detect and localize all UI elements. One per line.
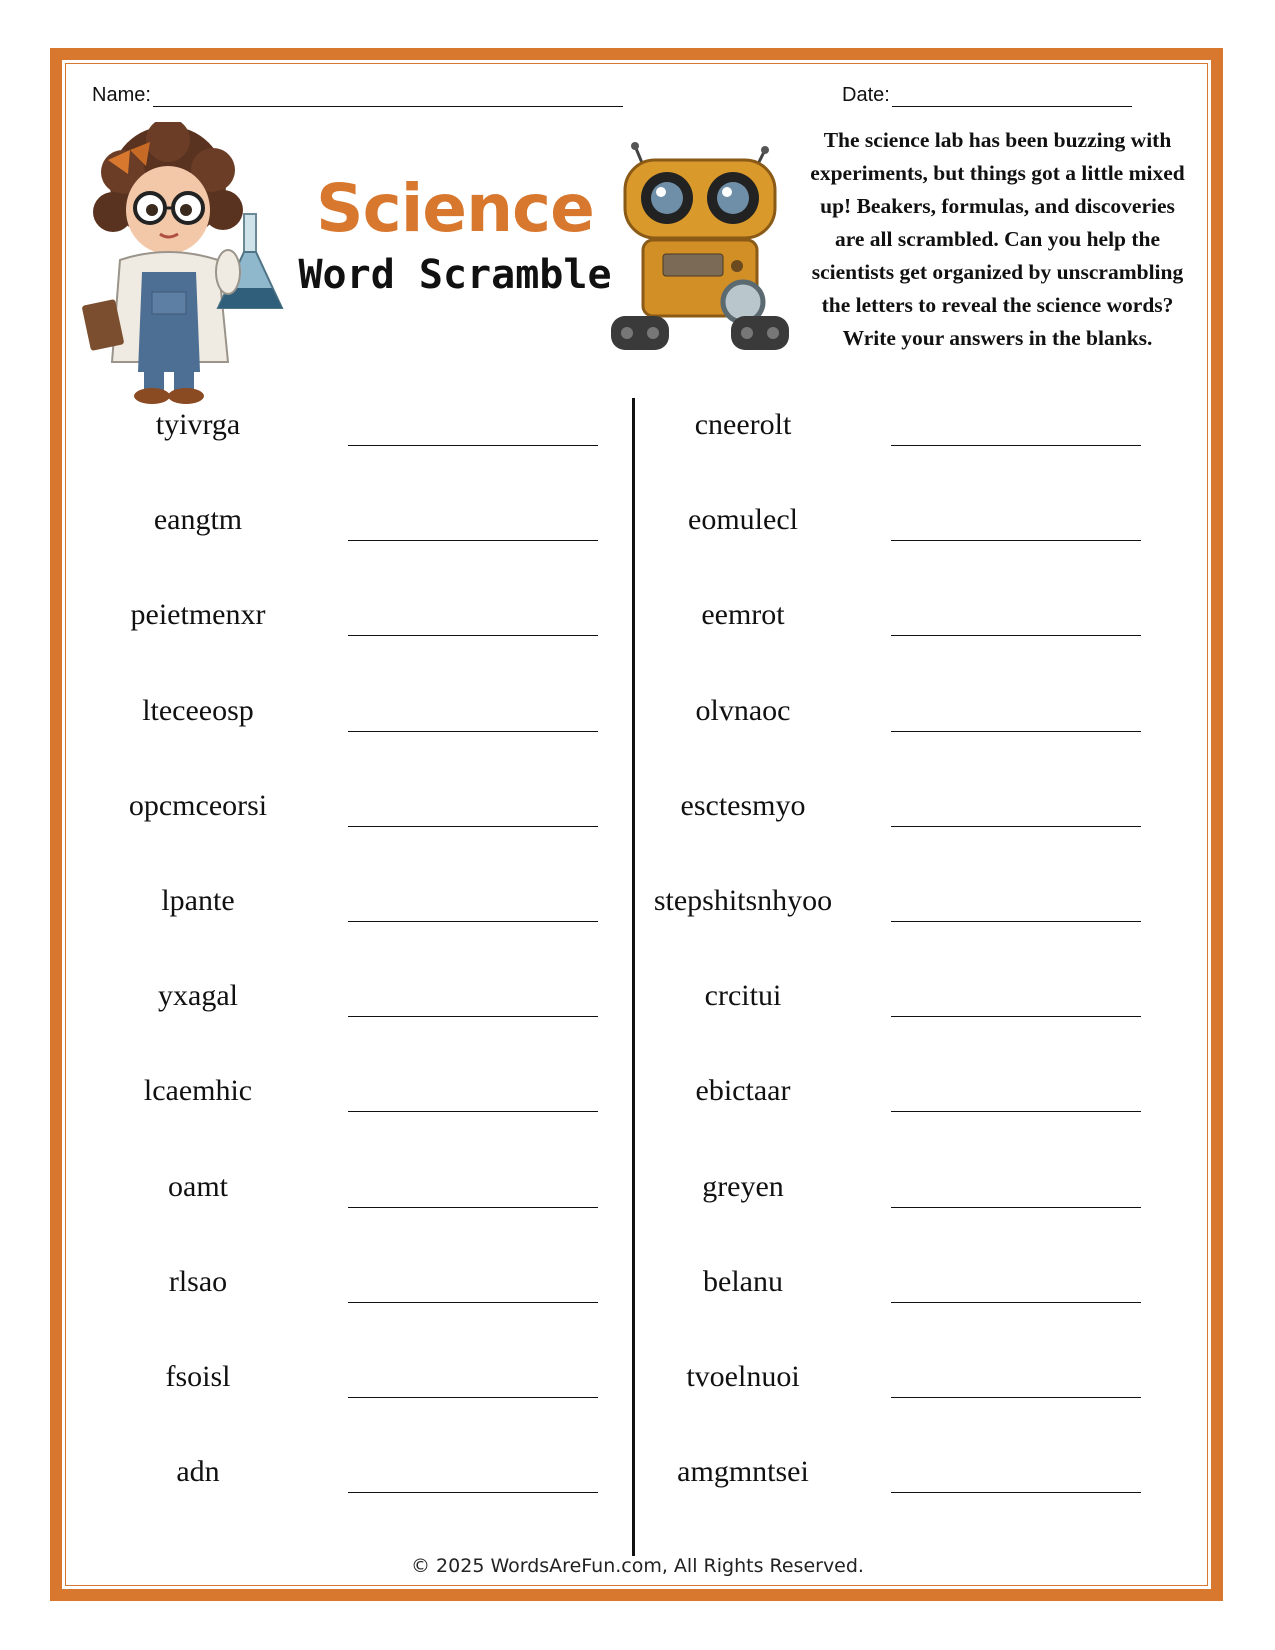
scrambled-word: lteceeosp bbox=[142, 693, 254, 727]
date-field[interactable] bbox=[842, 84, 1132, 107]
scrambled-word: amgmntsei bbox=[677, 1455, 809, 1489]
answer-blank[interactable] bbox=[891, 921, 1141, 922]
answer-blank[interactable] bbox=[891, 1492, 1141, 1493]
answer-blank[interactable] bbox=[348, 1016, 598, 1017]
answer-blank[interactable] bbox=[891, 540, 1141, 541]
answer-blank[interactable] bbox=[891, 635, 1141, 636]
answer-blank[interactable] bbox=[348, 540, 598, 541]
scrambled-word: belanu bbox=[703, 1264, 783, 1298]
answer-blank[interactable] bbox=[348, 1492, 598, 1493]
scrambled-word: crcitui bbox=[704, 979, 782, 1013]
scrambled-word: eemrot bbox=[701, 598, 785, 632]
name-label: Name: bbox=[92, 84, 151, 106]
scrambled-word: oamt bbox=[168, 1169, 228, 1203]
answer-blank[interactable] bbox=[891, 445, 1141, 446]
answer-blank[interactable] bbox=[348, 826, 598, 827]
answer-blank[interactable] bbox=[348, 445, 598, 446]
scrambled-word: tvoelnuoi bbox=[686, 1360, 800, 1393]
scrambled-word: olvnaoc bbox=[695, 693, 791, 727]
answer-blank[interactable] bbox=[348, 635, 598, 636]
answer-blank[interactable] bbox=[891, 1302, 1141, 1303]
name-blank[interactable] bbox=[153, 86, 623, 107]
title-science: Science bbox=[316, 170, 594, 247]
scrambled-word: peietmenxr bbox=[130, 598, 266, 632]
scrambled-word: rlsao bbox=[168, 1264, 228, 1298]
answer-blank[interactable] bbox=[891, 731, 1141, 732]
scrambled-word: stepshitsnhyoo bbox=[653, 884, 833, 917]
date-blank[interactable] bbox=[892, 86, 1132, 107]
scrambled-word: opcmceorsi bbox=[128, 788, 268, 822]
robot-illustration bbox=[605, 140, 795, 360]
answer-blank[interactable] bbox=[348, 1207, 598, 1208]
column-divider bbox=[632, 398, 635, 1556]
scrambled-word: eangtm bbox=[153, 503, 243, 537]
answer-blank[interactable] bbox=[348, 1302, 598, 1303]
name-field[interactable] bbox=[92, 84, 623, 107]
title-word-scramble: Word Scramble bbox=[298, 252, 612, 298]
scrambled-word: esctesmyo bbox=[680, 788, 806, 822]
answer-blank[interactable] bbox=[891, 1207, 1141, 1208]
answer-blank[interactable] bbox=[891, 1111, 1141, 1112]
answer-blank[interactable] bbox=[891, 1016, 1141, 1017]
scrambled-word: fsoisl bbox=[165, 1360, 231, 1393]
scrambled-word: lcaemhic bbox=[143, 1074, 253, 1108]
answer-blank[interactable] bbox=[348, 1111, 598, 1112]
answer-blank[interactable] bbox=[348, 921, 598, 922]
answer-blank[interactable] bbox=[891, 1397, 1141, 1398]
scrambled-word: adn bbox=[176, 1455, 220, 1489]
scrambled-word: cneerolt bbox=[694, 408, 792, 441]
answer-blank[interactable] bbox=[891, 826, 1141, 827]
answer-blank[interactable] bbox=[348, 1397, 598, 1398]
date-label: Date: bbox=[842, 84, 890, 106]
instructions-text: The science lab has been buzzing with experiments, but things got a little mixed up! Beakers, formulas, and discoveries are all scrambled. Can you help the scientists get organized by unscrambling the letters to reveal the science words? Write your answers in the blanks. bbox=[810, 128, 1185, 350]
answer-blank[interactable] bbox=[348, 731, 598, 732]
scrambled-word: ebictaar bbox=[695, 1074, 791, 1108]
girl-scientist-illustration bbox=[68, 122, 290, 410]
copyright-footer: © 2025 WordsAreFun.com, All Rights Reserved. bbox=[411, 1555, 864, 1577]
scrambled-word: tyivrga bbox=[155, 408, 241, 441]
scrambled-word: yxagal bbox=[158, 979, 238, 1013]
scrambled-word: lpante bbox=[161, 884, 235, 917]
scrambled-word: greyen bbox=[702, 1169, 784, 1203]
scrambled-word: eomulecl bbox=[688, 503, 798, 537]
